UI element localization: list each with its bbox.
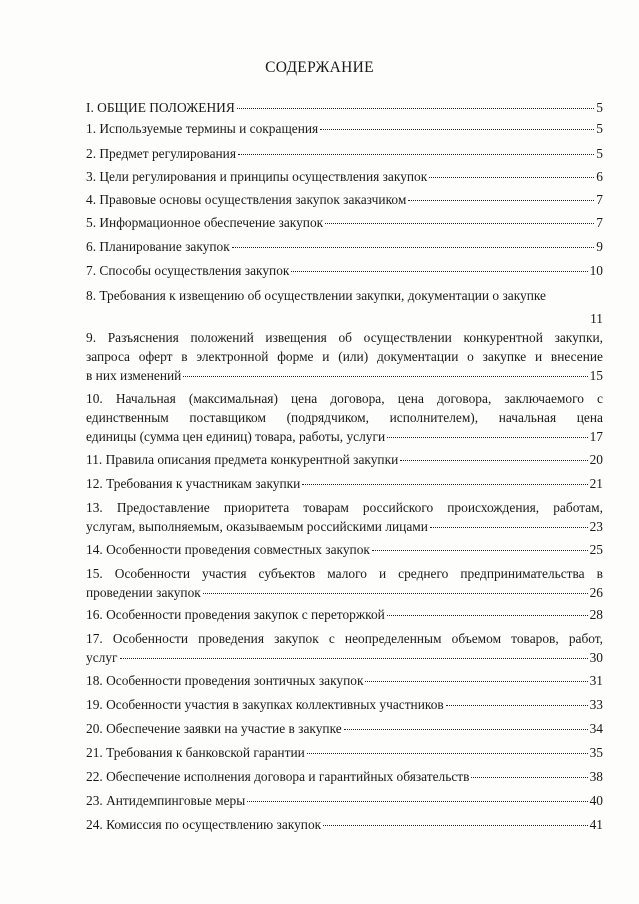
toc-entry-section-1 xyxy=(86,98,603,117)
toc-entry-text: единицы (сумма цен единиц) товара, работы, услуги xyxy=(86,429,386,444)
toc-entry-21 xyxy=(86,743,603,762)
leader-dots xyxy=(429,177,594,178)
toc-entry-text: 3. Цели регулирования и принципы осуществления закупок xyxy=(86,169,428,184)
toc-entry-text: 20. Обеспечение заявки на участие в закупке xyxy=(86,721,342,736)
leader-dots xyxy=(387,615,588,616)
toc-entry-text: 23. Антидемпинговые меры xyxy=(86,793,246,808)
toc-entry-text: 11. Правила описания предмета конкурентной закупки xyxy=(86,452,399,467)
toc-page-number: 31 xyxy=(589,673,603,688)
toc-page-number: 34 xyxy=(589,721,603,736)
toc-entry-text: 17. Особенности проведения закупок с неопределенным объемом товаров, работ, xyxy=(86,631,603,646)
toc-entry-text: 18. Особенности проведения зонтичных закупок xyxy=(86,673,364,688)
toc-entry-18 xyxy=(86,671,603,690)
toc-page-number: 9 xyxy=(596,239,603,254)
toc-entry-text: 7. Способы осуществления закупок xyxy=(86,263,290,278)
toc-page-number: 5 xyxy=(596,100,603,115)
toc-page-number: 30 xyxy=(589,650,603,665)
toc-page-number: 15 xyxy=(589,368,603,383)
toc-entry-text: 14. Особенности проведения совместных закупок xyxy=(86,542,370,557)
toc-page-number: 7 xyxy=(596,215,603,230)
toc-entry-text: 2. Предмет регулирования xyxy=(86,146,237,161)
toc-entry-text: 22. Обеспечение исполнения договора и гарантийных обязательств xyxy=(86,769,470,784)
toc-page-number: 17 xyxy=(589,429,603,444)
toc-entry-4 xyxy=(86,190,603,209)
leader-dots xyxy=(183,376,587,377)
leader-dots xyxy=(238,154,594,155)
leader-dots xyxy=(203,593,588,594)
toc-page-number: 5 xyxy=(596,121,603,136)
leader-dots xyxy=(323,825,587,826)
toc-page-number: 28 xyxy=(589,607,603,622)
toc-entry-12 xyxy=(86,474,603,493)
leader-dots xyxy=(430,527,588,528)
toc-entry-text: 10. Начальная (максимальная) цена договора, цена договора, заключаемого с xyxy=(86,391,603,406)
toc-page-number: 25 xyxy=(589,542,603,557)
toc-entry-text: 19. Особенности участия в закупках коллективных участников xyxy=(86,697,444,712)
toc-page-number: 11 xyxy=(590,311,603,326)
toc-entry-text: 5. Информационное обеспечение закупок xyxy=(86,215,324,230)
toc-entry-text: 12. Требования к участникам закупки xyxy=(86,476,301,491)
toc-entry-text: 9. Разъяснения положений извещения об осуществлении конкурентной закупки, xyxy=(86,330,603,345)
leader-dots xyxy=(237,108,595,109)
leader-dots xyxy=(408,200,594,201)
toc-page-number: 38 xyxy=(589,769,603,784)
toc-entry-text: 21. Требования к банковской гарантии xyxy=(86,745,305,760)
toc-entry-9 xyxy=(86,328,603,385)
toc-entry-text: 15. Особенности участия субъектов малого и среднего предпринимательства в xyxy=(86,566,603,581)
toc-entry-text: 24. Комиссия по осуществлению закупок xyxy=(86,817,322,832)
toc-entry-text: 1. Используемые термины и сокращения xyxy=(86,121,319,136)
toc-entry-text: услугам, выполняемым, оказываемым российскими лицами xyxy=(86,519,428,534)
toc-entry-text: единственным поставщиком (подрядчиком, исполнителем), начальная цена xyxy=(86,410,603,425)
toc-entry-16 xyxy=(86,605,603,624)
toc-entry-14 xyxy=(86,540,603,559)
toc-entry-text: 16. Особенности проведения закупок с переторжкой xyxy=(86,607,385,622)
toc-page-number: 41 xyxy=(589,817,603,832)
leader-dots xyxy=(365,681,587,682)
toc-entry-text: I. ОБЩИЕ ПОЛОЖЕНИЯ xyxy=(86,100,235,115)
leader-dots xyxy=(344,729,588,730)
toc-page-number: 20 xyxy=(589,452,603,467)
toc-entry-text: 8. Требования к извещению об осуществлении закупки, документации о закупке xyxy=(86,288,546,303)
leader-dots xyxy=(307,753,588,754)
toc-page-number: 5 xyxy=(596,146,603,161)
leader-dots xyxy=(446,705,588,706)
toc-entry-text: 4. Правовые основы осуществления закупок заказчиком xyxy=(86,192,407,207)
toc-entry-text: 13. Предоставление приоритета товарам российского происхождения, работам, xyxy=(86,500,603,515)
toc-entry-8 xyxy=(86,286,603,328)
toc-entry-5 xyxy=(86,213,603,232)
leader-dots xyxy=(387,437,587,438)
toc-page-number: 26 xyxy=(589,585,603,600)
toc-page-number: 10 xyxy=(589,263,603,278)
leader-dots xyxy=(302,484,587,485)
leader-dots xyxy=(400,460,587,461)
toc-entry-3 xyxy=(86,167,603,186)
leader-dots xyxy=(120,658,588,659)
toc-entry-2 xyxy=(86,144,603,163)
toc-page-number: 40 xyxy=(589,793,603,808)
toc-page-number: 35 xyxy=(589,745,603,760)
toc-entry-text: проведении закупок xyxy=(86,585,201,600)
leader-dots xyxy=(372,550,588,551)
toc-entry-17 xyxy=(86,629,603,667)
toc-entry-24 xyxy=(86,815,603,834)
toc-entry-text: запроса оферт в электронной форме и (или) документации о закупке и внесение xyxy=(86,349,603,364)
leader-dots xyxy=(247,801,587,802)
toc-entry-22 xyxy=(86,767,603,786)
leader-dots xyxy=(320,129,594,130)
leader-dots xyxy=(232,247,595,248)
toc-entry-text: 6. Планирование закупок xyxy=(86,239,230,254)
leader-dots xyxy=(291,271,587,272)
toc-entry-10 xyxy=(86,389,603,446)
toc-entry-13 xyxy=(86,498,603,536)
toc-entry-19 xyxy=(86,695,603,714)
toc-page-number: 6 xyxy=(596,169,603,184)
toc-entry-text: в них изменений xyxy=(86,368,182,383)
toc-entry-6 xyxy=(86,237,603,256)
toc-entry-15 xyxy=(86,564,603,602)
toc-page-number: 7 xyxy=(596,192,603,207)
toc-page-number: 23 xyxy=(589,519,603,534)
toc-page-number: 21 xyxy=(589,476,603,491)
leader-dots xyxy=(325,223,594,224)
toc-entry-11 xyxy=(86,450,603,469)
toc-entry-23 xyxy=(86,791,603,810)
toc-entry-7 xyxy=(86,261,603,280)
toc-entry-1 xyxy=(86,119,603,138)
leader-dots xyxy=(471,777,587,778)
page-title: СОДЕРЖАНИЕ xyxy=(265,59,374,76)
toc-entry-20 xyxy=(86,719,603,738)
toc-entry-text: услуг xyxy=(86,650,118,665)
toc-page-number: 33 xyxy=(589,697,603,712)
